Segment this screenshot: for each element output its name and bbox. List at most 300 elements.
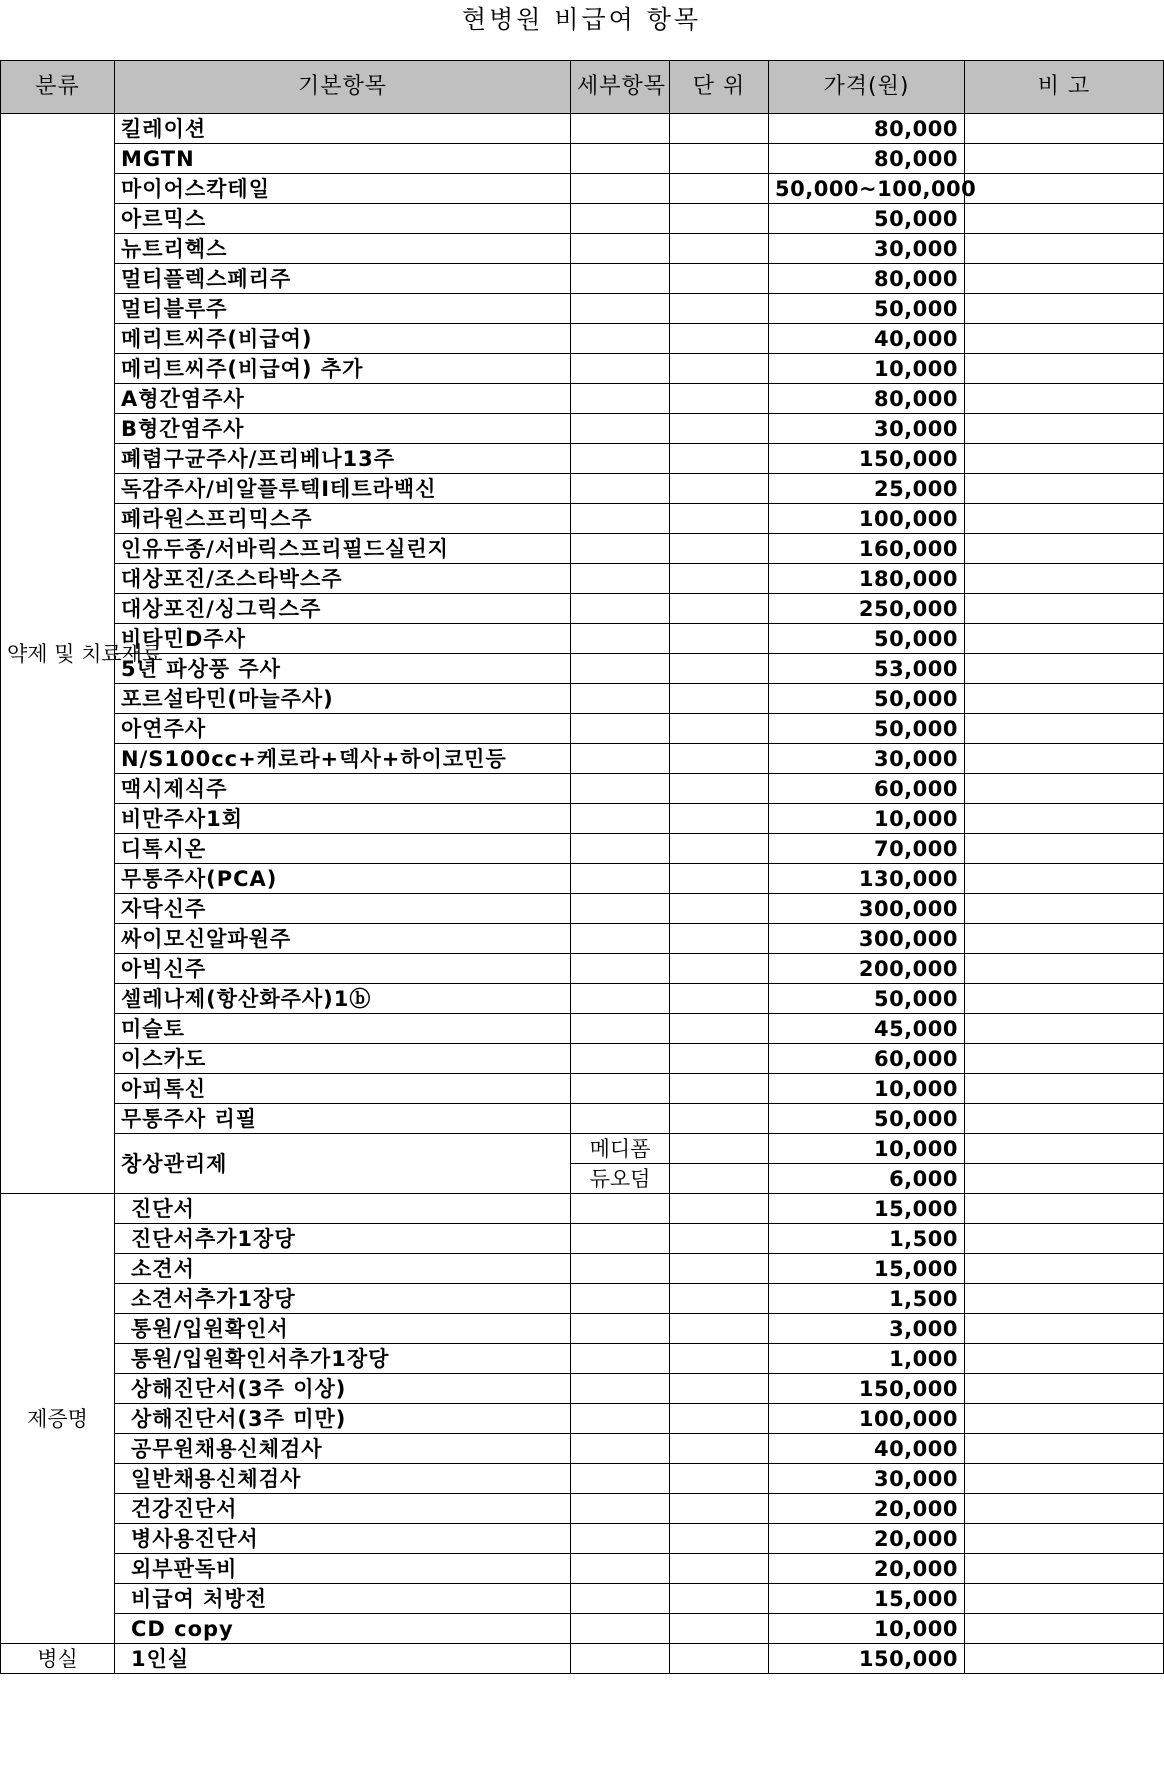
table-row <box>1 1614 1164 1644</box>
unit-cell <box>670 1584 769 1614</box>
item-name: MGTN <box>115 144 571 174</box>
detail-cell <box>571 804 670 834</box>
table-row <box>1 1194 1164 1224</box>
item-price: 1,500 <box>769 1224 965 1254</box>
table-row <box>1 774 1164 804</box>
note-cell <box>965 684 1164 714</box>
unit-cell <box>670 1404 769 1434</box>
detail-cell <box>571 1014 670 1044</box>
column-header-category: 분류 <box>1 61 115 114</box>
item-price: 10,000 <box>769 1074 965 1104</box>
detail-cell <box>571 1554 670 1584</box>
detail-cell <box>571 1044 670 1074</box>
unit-cell <box>670 684 769 714</box>
note-cell <box>965 1074 1164 1104</box>
table-row <box>1 624 1164 654</box>
note-cell <box>965 174 1164 204</box>
item-price: 160,000 <box>769 534 965 564</box>
unit-cell <box>670 474 769 504</box>
detail-cell <box>571 1104 670 1134</box>
unit-cell <box>670 1074 769 1104</box>
item-name: 자닥신주 <box>115 894 571 924</box>
detail-cell <box>571 1464 670 1494</box>
item-price: 50,000 <box>769 1104 965 1134</box>
fee-table-body <box>1 114 1164 1674</box>
unit-cell <box>670 1194 769 1224</box>
unit-cell <box>670 414 769 444</box>
fee-table <box>0 60 1164 1674</box>
unit-cell <box>670 1464 769 1494</box>
unit-cell <box>670 1614 769 1644</box>
unit-cell <box>670 1524 769 1554</box>
detail-cell <box>571 684 670 714</box>
detail-cell <box>571 1494 670 1524</box>
item-price: 80,000 <box>769 114 965 144</box>
detail-cell <box>571 384 670 414</box>
item-name: 비타민D주사 <box>115 624 571 654</box>
item-price: 15,000 <box>769 1254 965 1284</box>
unit-cell <box>670 1314 769 1344</box>
item-name: 아연주사 <box>115 714 571 744</box>
unit-cell <box>670 294 769 324</box>
note-cell <box>965 564 1164 594</box>
unit-cell <box>670 864 769 894</box>
item-price: 20,000 <box>769 1494 965 1524</box>
detail-cell <box>571 174 670 204</box>
unit-cell <box>670 204 769 234</box>
table-row <box>1 324 1164 354</box>
item-price: 1,500 <box>769 1284 965 1314</box>
detail-cell <box>571 984 670 1014</box>
unit-cell <box>670 174 769 204</box>
detail-cell <box>571 594 670 624</box>
detail-cell <box>571 744 670 774</box>
item-price: 150,000 <box>769 444 965 474</box>
unit-cell <box>670 114 769 144</box>
table-row <box>1 1104 1164 1134</box>
item-price: 15,000 <box>769 1584 965 1614</box>
note-cell <box>965 744 1164 774</box>
detail-cell <box>571 1314 670 1344</box>
table-row <box>1 834 1164 864</box>
unit-cell <box>670 954 769 984</box>
unit-cell <box>670 1554 769 1584</box>
unit-cell <box>670 1014 769 1044</box>
detail-cell <box>571 1404 670 1434</box>
table-row <box>1 234 1164 264</box>
detail-cell <box>571 1194 670 1224</box>
table-row <box>1 294 1164 324</box>
item-price: 50,000 <box>769 714 965 744</box>
note-cell <box>965 1164 1164 1194</box>
table-row <box>1 744 1164 774</box>
table-row <box>1 414 1164 444</box>
item-price: 50,000 <box>769 984 965 1014</box>
item-price: 80,000 <box>769 144 965 174</box>
unit-cell <box>670 1644 769 1674</box>
item-price: 30,000 <box>769 744 965 774</box>
detail-cell <box>571 1644 670 1674</box>
item-price: 250,000 <box>769 594 965 624</box>
note-cell <box>965 534 1164 564</box>
unit-cell <box>670 1224 769 1254</box>
item-name: 미슬토 <box>115 1014 571 1044</box>
note-cell <box>965 1044 1164 1074</box>
document-title: 현병원 비급여 항목 <box>461 5 702 34</box>
table-row <box>1 984 1164 1014</box>
note-cell <box>965 474 1164 504</box>
item-name: 무통주사 리필 <box>115 1104 571 1134</box>
detail-cell <box>571 324 670 354</box>
table-row <box>1 804 1164 834</box>
table-row <box>1 1224 1164 1254</box>
note-cell <box>965 1104 1164 1134</box>
item-name: 소견서추가1장당 <box>115 1284 571 1314</box>
unit-cell <box>670 1164 769 1194</box>
table-row <box>1 894 1164 924</box>
detail-cell <box>571 1224 670 1254</box>
unit-cell <box>670 894 769 924</box>
item-price: 60,000 <box>769 1044 965 1074</box>
column-header-unit: 단 위 <box>670 61 769 114</box>
detail-cell <box>571 894 670 924</box>
item-name: 포르설타민(마늘주사) <box>115 684 571 714</box>
table-row <box>1 954 1164 984</box>
item-name: N/S100cc+케로라+덱사+하이코민등 <box>115 744 571 774</box>
unit-cell <box>670 504 769 534</box>
item-name: 아빅신주 <box>115 954 571 984</box>
unit-cell <box>670 624 769 654</box>
table-row <box>1 864 1164 894</box>
detail-cell: 메디폼 <box>571 1134 670 1164</box>
note-cell <box>965 294 1164 324</box>
note-cell <box>965 984 1164 1014</box>
item-name: 인유두종/서바릭스프리필드실린지 <box>115 534 571 564</box>
note-cell <box>965 594 1164 624</box>
category-drugs: 약제 및 치료재료 <box>1 114 115 1194</box>
item-name: 셀레나제(항산화주사)1ⓑ <box>115 984 571 1014</box>
item-price: 3,000 <box>769 1314 965 1344</box>
detail-cell <box>571 564 670 594</box>
detail-cell <box>571 774 670 804</box>
unit-cell <box>670 144 769 174</box>
item-name: 멀티플렉스페리주 <box>115 264 571 294</box>
table-row <box>1 1524 1164 1554</box>
note-cell <box>965 1314 1164 1344</box>
table-row <box>1 1314 1164 1344</box>
note-cell <box>965 1464 1164 1494</box>
item-price: 10,000 <box>769 354 965 384</box>
item-price: 80,000 <box>769 384 965 414</box>
table-row <box>1 1344 1164 1374</box>
category-room: 병실 <box>1 1644 115 1674</box>
column-header-item: 기본항목 <box>115 61 571 114</box>
item-name: 상해진단서(3주 미만) <box>115 1404 571 1434</box>
note-cell <box>965 1554 1164 1584</box>
item-name: 메리트씨주(비급여) <box>115 324 571 354</box>
item-name: 건강진단서 <box>115 1494 571 1524</box>
table-row <box>1 1554 1164 1584</box>
item-name: 진단서 <box>115 1194 571 1224</box>
note-cell <box>965 1254 1164 1284</box>
detail-cell <box>571 954 670 984</box>
item-name: 진단서추가1장당 <box>115 1224 571 1254</box>
item-price: 15,000 <box>769 1194 965 1224</box>
item-name: 아르믹스 <box>115 204 571 234</box>
unit-cell <box>670 834 769 864</box>
unit-cell <box>670 1434 769 1464</box>
table-row <box>1 174 1164 204</box>
item-price: 10,000 <box>769 1134 965 1164</box>
item-price: 20,000 <box>769 1554 965 1584</box>
unit-cell <box>670 234 769 264</box>
note-cell <box>965 1434 1164 1464</box>
note-cell <box>965 1644 1164 1674</box>
unit-cell <box>670 1344 769 1374</box>
detail-cell <box>571 114 670 144</box>
item-price: 200,000 <box>769 954 965 984</box>
note-cell <box>965 414 1164 444</box>
item-price: 40,000 <box>769 1434 965 1464</box>
table-row <box>1 444 1164 474</box>
item-price: 30,000 <box>769 1464 965 1494</box>
table-row <box>1 714 1164 744</box>
unit-cell <box>670 744 769 774</box>
unit-cell <box>670 444 769 474</box>
item-name: 마이어스칵테일 <box>115 174 571 204</box>
note-cell <box>965 1524 1164 1554</box>
table-row <box>1 1254 1164 1284</box>
item-name: 외부판독비 <box>115 1554 571 1584</box>
table-row <box>1 114 1164 144</box>
table-row <box>1 354 1164 384</box>
detail-cell <box>571 234 670 264</box>
note-cell <box>965 384 1164 414</box>
detail-cell <box>571 444 670 474</box>
item-price: 50,000 <box>769 684 965 714</box>
item-price: 20,000 <box>769 1524 965 1554</box>
note-cell <box>965 864 1164 894</box>
note-cell <box>965 264 1164 294</box>
detail-cell <box>571 834 670 864</box>
item-price: 300,000 <box>769 924 965 954</box>
detail-cell <box>571 1254 670 1284</box>
note-cell <box>965 324 1164 354</box>
detail-cell <box>571 714 670 744</box>
item-name: 폐렴구균주사/프리베나13주 <box>115 444 571 474</box>
unit-cell <box>670 804 769 834</box>
item-name: 무통주사(PCA) <box>115 864 571 894</box>
table-row <box>1 1014 1164 1044</box>
item-name: B형간염주사 <box>115 414 571 444</box>
item-name: 킬레이션 <box>115 114 571 144</box>
header-row <box>1 61 1164 114</box>
detail-cell <box>571 264 670 294</box>
item-price: 40,000 <box>769 324 965 354</box>
item-price: 60,000 <box>769 774 965 804</box>
note-cell <box>965 204 1164 234</box>
item-price: 150,000 <box>769 1644 965 1674</box>
detail-cell <box>571 144 670 174</box>
item-price: 6,000 <box>769 1164 965 1194</box>
item-price: 80,000 <box>769 264 965 294</box>
note-cell <box>965 1344 1164 1374</box>
note-cell <box>965 1614 1164 1644</box>
item-name: 페라원스프리믹스주 <box>115 504 571 534</box>
item-price: 130,000 <box>769 864 965 894</box>
item-price: 53,000 <box>769 654 965 684</box>
note-cell <box>965 774 1164 804</box>
item-price: 70,000 <box>769 834 965 864</box>
note-cell <box>965 1134 1164 1164</box>
column-header-price: 가격(원) <box>769 61 965 114</box>
item-name: 독감주사/비알플루텍I테트라백신 <box>115 474 571 504</box>
item-name: 대상포진/싱그릭스주 <box>115 594 571 624</box>
category-certificates: 제증명 <box>1 1194 115 1644</box>
column-header-detail: 세부항목 <box>571 61 670 114</box>
table-row <box>1 204 1164 234</box>
unit-cell <box>670 714 769 744</box>
note-cell <box>965 1494 1164 1524</box>
note-cell <box>965 1194 1164 1224</box>
item-name: 대상포진/조스타박스주 <box>115 564 571 594</box>
table-row <box>1 924 1164 954</box>
item-name: 5년 파상풍 주사 <box>115 654 571 684</box>
unit-cell <box>670 1044 769 1074</box>
unit-cell <box>670 1254 769 1284</box>
table-row <box>1 594 1164 624</box>
item-price: 50,000 <box>769 624 965 654</box>
detail-cell <box>571 1284 670 1314</box>
detail-cell <box>571 1374 670 1404</box>
item-name: 창상관리제 <box>115 1134 571 1194</box>
table-row <box>1 1044 1164 1074</box>
table-row <box>1 504 1164 534</box>
item-name: 멀티블루주 <box>115 294 571 324</box>
detail-cell <box>571 1524 670 1554</box>
unit-cell <box>670 774 769 804</box>
item-price: 100,000 <box>769 504 965 534</box>
note-cell <box>965 894 1164 924</box>
note-cell <box>965 834 1164 864</box>
item-name: 뉴트리헥스 <box>115 234 571 264</box>
unit-cell <box>670 1374 769 1404</box>
table-row <box>1 384 1164 414</box>
table-row <box>1 1284 1164 1314</box>
unit-cell <box>670 1104 769 1134</box>
item-price: 100,000 <box>769 1404 965 1434</box>
table-row <box>1 1374 1164 1404</box>
table-row <box>1 144 1164 174</box>
note-cell <box>965 354 1164 384</box>
item-name: A형간염주사 <box>115 384 571 414</box>
note-cell <box>965 1284 1164 1314</box>
table-row <box>1 534 1164 564</box>
detail-cell <box>571 864 670 894</box>
note-cell <box>965 954 1164 984</box>
table-row <box>1 1464 1164 1494</box>
table-row <box>1 564 1164 594</box>
item-name: 디톡시온 <box>115 834 571 864</box>
table-row <box>1 474 1164 504</box>
item-price: 30,000 <box>769 234 965 264</box>
note-cell <box>965 1014 1164 1044</box>
note-cell <box>965 234 1164 264</box>
item-price: 30,000 <box>769 414 965 444</box>
note-cell <box>965 1584 1164 1614</box>
item-name: 상해진단서(3주 이상) <box>115 1374 571 1404</box>
table-row <box>1 1644 1164 1674</box>
detail-cell <box>571 414 670 444</box>
unit-cell <box>670 384 769 414</box>
table-row <box>1 684 1164 714</box>
unit-cell <box>670 264 769 294</box>
detail-cell <box>571 504 670 534</box>
item-name: CD copy <box>115 1614 571 1644</box>
item-name: 비급여 처방전 <box>115 1584 571 1614</box>
note-cell <box>965 504 1164 534</box>
detail-cell <box>571 1434 670 1464</box>
item-name: 이스카도 <box>115 1044 571 1074</box>
note-cell <box>965 1404 1164 1434</box>
item-price: 180,000 <box>769 564 965 594</box>
unit-cell <box>670 534 769 564</box>
detail-cell <box>571 354 670 384</box>
unit-cell <box>670 594 769 624</box>
unit-cell <box>670 984 769 1014</box>
note-cell <box>965 714 1164 744</box>
table-row <box>1 1404 1164 1434</box>
item-name: 병사용진단서 <box>115 1524 571 1554</box>
unit-cell <box>670 564 769 594</box>
item-name: 통원/입원확인서 <box>115 1314 571 1344</box>
unit-cell <box>670 1134 769 1164</box>
detail-cell: 듀오덤 <box>571 1164 670 1194</box>
table-row <box>1 1434 1164 1464</box>
table-row <box>1 1494 1164 1524</box>
item-name: 일반채용신체검사 <box>115 1464 571 1494</box>
item-name: 공무원채용신체검사 <box>115 1434 571 1464</box>
item-name: 싸이모신알파원주 <box>115 924 571 954</box>
table-row <box>1 1134 1164 1164</box>
detail-cell <box>571 624 670 654</box>
item-price: 25,000 <box>769 474 965 504</box>
unit-cell <box>670 654 769 684</box>
detail-cell <box>571 534 670 564</box>
item-price: 300,000 <box>769 894 965 924</box>
unit-cell <box>670 354 769 384</box>
item-name: 소견서 <box>115 1254 571 1284</box>
detail-cell <box>571 474 670 504</box>
unit-cell <box>670 324 769 354</box>
note-cell <box>965 1374 1164 1404</box>
item-price: 50,000~100,000 <box>769 174 965 204</box>
note-cell <box>965 624 1164 654</box>
detail-cell <box>571 654 670 684</box>
table-row <box>1 1584 1164 1614</box>
note-cell <box>965 1224 1164 1254</box>
item-price: 10,000 <box>769 804 965 834</box>
item-price: 50,000 <box>769 204 965 234</box>
item-name: 1인실 <box>115 1644 571 1674</box>
item-name: 통원/입원확인서추가1장당 <box>115 1344 571 1374</box>
detail-cell <box>571 294 670 324</box>
item-price: 50,000 <box>769 294 965 324</box>
note-cell <box>965 144 1164 174</box>
note-cell <box>965 804 1164 834</box>
item-name: 맥시제식주 <box>115 774 571 804</box>
table-row <box>1 654 1164 684</box>
